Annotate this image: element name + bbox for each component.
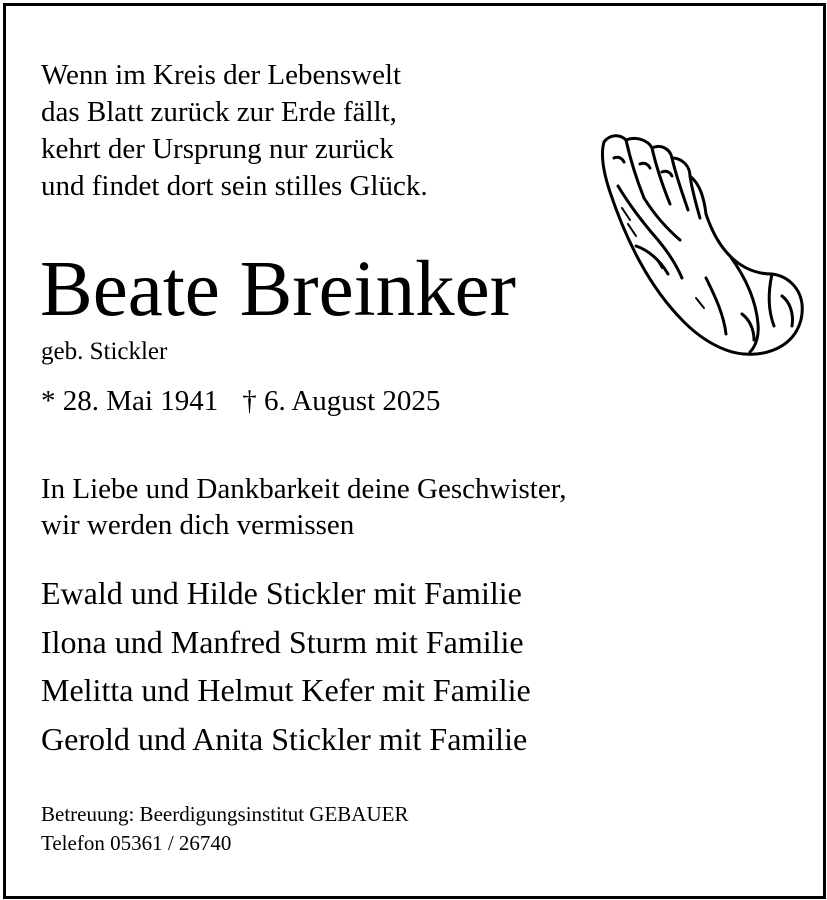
dedication-line: wir werden dich vermissen bbox=[41, 509, 355, 541]
funeral-home: Betreuung: Beerdigungsinstitut GEBAUER bbox=[41, 802, 409, 826]
poem-line: Wenn im Kreis der Lebenswelt bbox=[41, 59, 402, 91]
poem-line: kehrt der Ursprung nur zurück bbox=[41, 133, 394, 165]
mourner-entry: Melitta und Helmut Kefer mit Familie bbox=[41, 672, 531, 708]
dedication-line: In Liebe und Dankbarkeit deine Geschwister, bbox=[41, 473, 567, 505]
praying-hands-icon bbox=[596, 128, 808, 358]
poem-line: und findet dort sein stilles Glück. bbox=[41, 170, 428, 202]
life-dates bbox=[41, 383, 440, 419]
mourner-entry: Ewald und Hilde Stickler mit Familie bbox=[41, 575, 522, 611]
birth-date: * 28. Mai 1941 bbox=[41, 385, 219, 417]
mourners-list bbox=[41, 569, 531, 763]
maiden-name: geb. Stickler bbox=[41, 338, 168, 365]
mourner-entry: Gerold und Anita Stickler mit Familie bbox=[41, 720, 528, 757]
deceased-name: Beate Breinker bbox=[40, 246, 516, 333]
dedication bbox=[41, 471, 566, 543]
poem-line: das Blatt zurück zur Erde fällt, bbox=[41, 96, 397, 128]
poem bbox=[41, 57, 428, 205]
funeral-home-info bbox=[41, 800, 408, 858]
death-date: † 6. August 2025 bbox=[242, 385, 441, 417]
mourner-entry: Ilona und Manfred Sturm mit Familie bbox=[41, 623, 524, 660]
funeral-home-phone: Telefon 05361 / 26740 bbox=[41, 831, 232, 855]
